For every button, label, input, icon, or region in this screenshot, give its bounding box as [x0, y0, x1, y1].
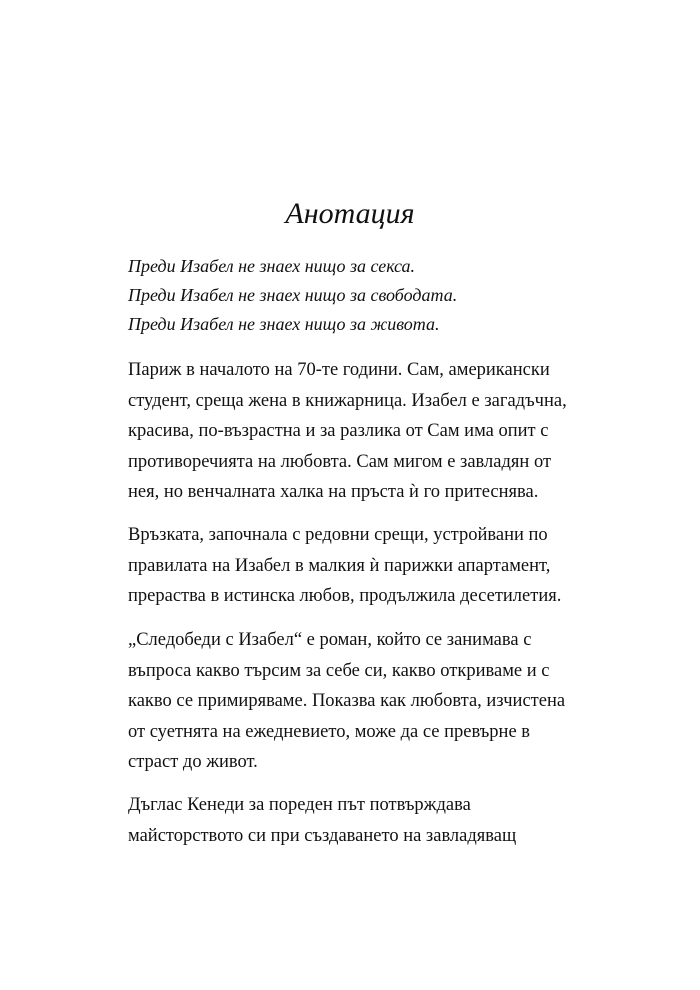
paragraph-line: Дъглас Кенеди за пореден път потвърждава [128, 795, 471, 815]
paragraph-plot [128, 355, 567, 508]
paragraph-line: прераства в истинска любов, продължила десетилетия. [128, 586, 562, 606]
paragraph-line: Връзката, започнала с редовни срещи, устройвани по [128, 525, 548, 545]
paragraph-line: „Следобеди с Изабел“ е роман, който се занимава с [128, 630, 532, 650]
paragraph-line: правилата на Изабел в малкия ѝ парижки апартамент, [128, 555, 551, 576]
paragraph-author [128, 790, 516, 851]
epigraph [128, 252, 457, 339]
paragraph-line: противоречията на любовта. Сам мигом е завладян от [128, 451, 552, 472]
paragraph-line: въпроса какво търсим за себе си, какво откриваме и с [128, 660, 550, 681]
paragraph-line: какво се примиряваме. Показва как любовта, изчистена [128, 691, 566, 711]
epigraph-line: Преди Изабел не знаех нищо за секса. [128, 256, 415, 276]
paragraph-novel [128, 625, 565, 778]
paragraph-relationship [128, 520, 561, 612]
paragraph-line: студент, среща жена в книжарница. Изабел е загадъчна, [128, 390, 567, 411]
paragraph-line: красива, по-възрастна и за разлика от Сам има опит с [128, 421, 549, 441]
epigraph-line: Преди Изабел не знаех нищо за живота. [128, 314, 440, 334]
paragraph-line: нея, но венчалната халка на пръста ѝ го притеснява. [128, 482, 539, 502]
page-title: Анотация [285, 197, 415, 230]
paragraph-line: майсторството си при създаването на завладяващ [128, 825, 517, 846]
paragraph-line: Париж в началото на 70-те години. Сам, американски [128, 360, 550, 380]
epigraph-line: Преди Изабел не знаех нищо за свободата. [128, 285, 458, 305]
paragraph-line: от суетнята на ежедневието, може да се превърне в [128, 721, 531, 742]
paragraph-line: страст до живот. [128, 752, 258, 772]
